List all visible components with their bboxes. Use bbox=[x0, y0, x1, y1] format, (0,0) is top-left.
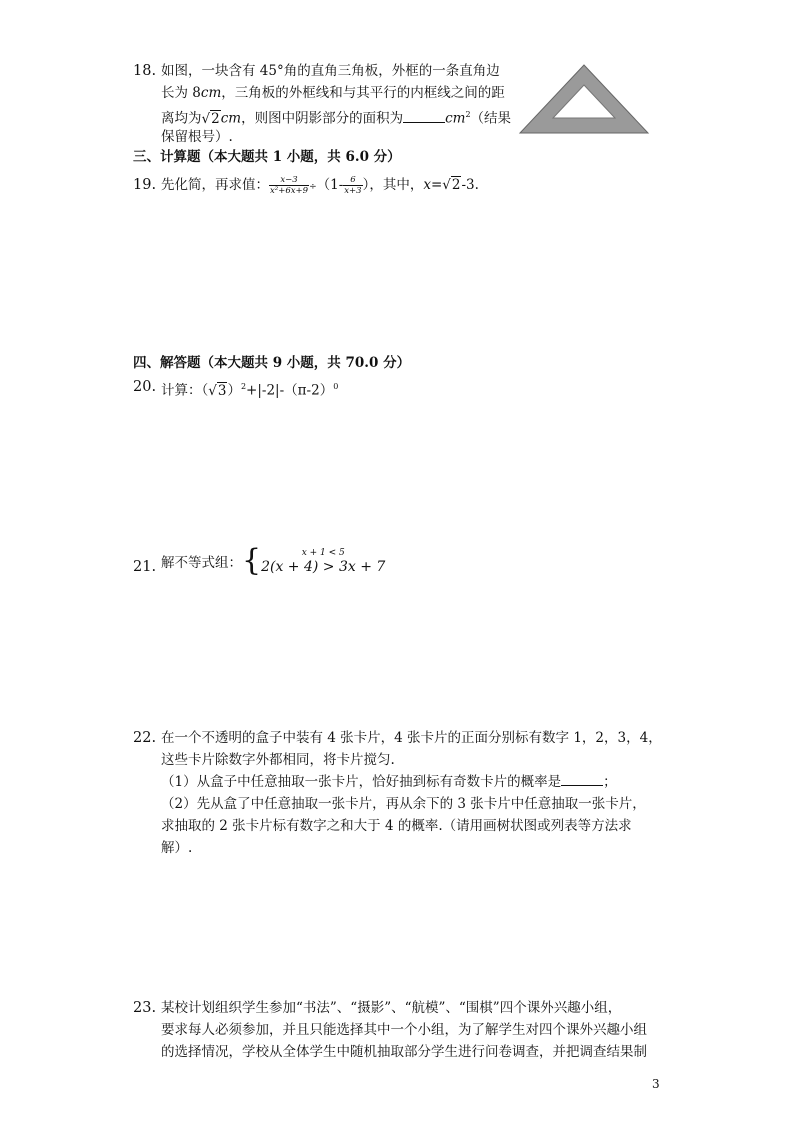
q22-line-4: （2）先从盒了中任意抽取一张卡片，再从余下的 3 张卡片中任意抽取一张卡片， bbox=[161, 796, 646, 812]
answer-blank bbox=[561, 771, 603, 786]
q18-line-2: 长为 8cm，三角板的外框线和与其平行的内框线之间的距 bbox=[161, 85, 505, 101]
fraction-1: $\frac{x-3}{\text{x²+6x+9}}$ bbox=[270, 175, 309, 196]
q23-line-1: 某校计划组织学生参加“书法”、“摄影”、“航模”、“围棋”四个课外兴趣小组， bbox=[161, 1000, 622, 1016]
section-3-heading: 三、计算题（本大题共 1 小题，共 6.0 分） bbox=[133, 149, 401, 165]
q21-line: 解不等式组：{ x + 1 < 5 2(x + 4) > 3x + 7 bbox=[161, 543, 386, 578]
q22-line-1: 在一个不透明的盒子中装有 4 张卡片，4 张卡片的正面分别标有数字 1，2，3，4， bbox=[161, 730, 662, 746]
q18-line-3: 离均为√2cm，则图中阴影部分的面积为 $cm^2$（结果 bbox=[161, 104, 511, 130]
q22-line-6: 解）. bbox=[161, 840, 193, 856]
triangle-ruler-figure bbox=[516, 60, 652, 136]
q21-number: 21. bbox=[133, 559, 157, 575]
q19-line: 先化简，再求值： $\frac{x-3}{\text{x²+6x+9}}$ ÷（1- $\frac{6}{x+3}$ ），其中，x=√2-3. bbox=[161, 175, 479, 196]
q18-line-4: 保留根号）. bbox=[161, 129, 233, 145]
q20-number: 20. bbox=[133, 379, 157, 395]
q23-number: 23. bbox=[133, 1000, 157, 1016]
q18-number: 18. bbox=[133, 63, 157, 79]
answer-blank bbox=[403, 108, 445, 123]
sqrt-symbol: √2 bbox=[442, 177, 461, 193]
q22-line-2: 这些卡片除数字外都相同，将卡片搅匀. bbox=[161, 752, 395, 768]
fraction-2: $\frac{6}{x+3}$ bbox=[344, 175, 362, 196]
q20-line: 计算：$(√3)^2+|-2|-(\pi-2)^0$ bbox=[161, 376, 338, 402]
q22-line-5: 求抽取的 2 张卡片标有数字之和大于 4 的概率.（请用画树状图或列表等方法求 bbox=[161, 818, 632, 834]
sqrt-symbol: √2 bbox=[201, 110, 220, 127]
q22-number: 22. bbox=[133, 730, 157, 746]
q18-line-1: 如图，一块含有 45°角的直角三角板，外框的一条直角边 bbox=[161, 63, 500, 79]
q19-number: 19. bbox=[133, 177, 157, 193]
q23-line-2: 要求每人必须参加，并且只能选择其中一个小组，为了解学生对四个课外兴趣小组 bbox=[161, 1022, 647, 1038]
inequality-system: x + 1 < 5 2(x + 4) > 3x + 7 bbox=[261, 548, 386, 575]
section-4-heading: 四、解答题（本大题共 9 小题，共 70.0 分） bbox=[133, 355, 411, 371]
q23-line-3: 的选择情况，学校从全体学生中随机抽取部分学生进行问卷调查，并把调查结果制 bbox=[161, 1044, 647, 1060]
page-number: 3 bbox=[652, 1077, 660, 1091]
sqrt-symbol: √3 bbox=[208, 382, 227, 399]
brace-symbol: { bbox=[242, 543, 262, 578]
q22-line-3: （1）从盒子中任意抽取一张卡片，恰好抽到标有奇数卡片的概率是 ； bbox=[161, 771, 617, 793]
